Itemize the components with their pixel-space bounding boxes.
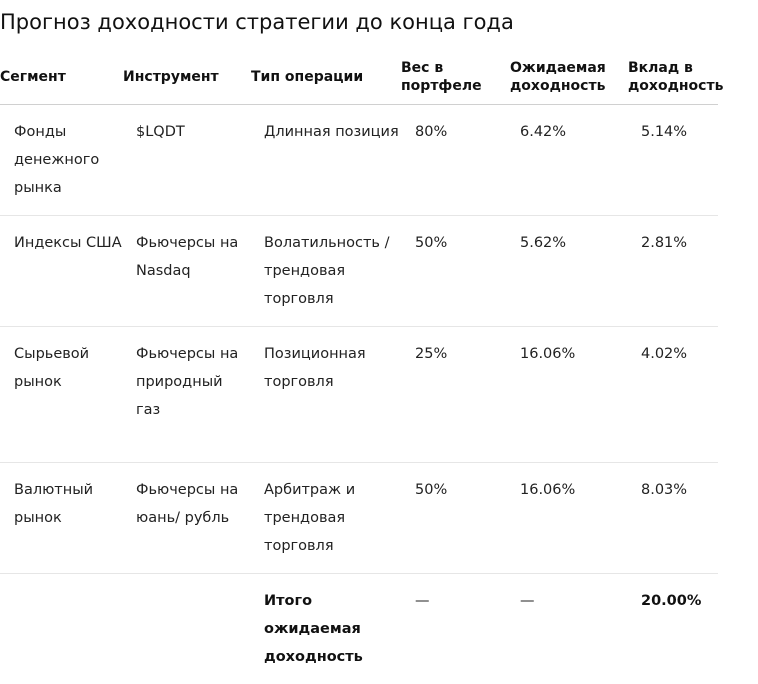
cell-contribution: 8.03% [626, 463, 718, 574]
total-weight: — [400, 574, 505, 684]
cell-weight: 50% [400, 463, 505, 574]
cell-segment: Фонды денежного рынка [0, 105, 122, 216]
total-expected-return: — [505, 574, 626, 684]
table-row [0, 463, 718, 574]
cell-empty [122, 574, 250, 684]
cell-weight: 50% [400, 216, 505, 327]
total-label: Итого ожидаемая доходность [250, 574, 400, 684]
table-row [0, 327, 718, 463]
table-header-row [0, 56, 718, 105]
cell-expected-return: 16.06% [505, 463, 626, 574]
cell-empty [0, 574, 122, 684]
table-row [0, 216, 718, 327]
header-portfolio-weight: Вес в портфеле [400, 56, 505, 105]
forecast-table [0, 56, 718, 684]
cell-operation-type: Позиционная торговля [250, 327, 400, 463]
cell-contribution: 2.81% [626, 216, 718, 327]
cell-expected-return: 6.42% [505, 105, 626, 216]
cell-operation-type: Волатильность / трендовая торговля [250, 216, 400, 327]
table-row [0, 105, 718, 216]
header-instrument: Инструмент [122, 56, 250, 105]
total-contribution: 20.00% [626, 574, 718, 684]
header-expected-return: Ожидаемая доходность [505, 56, 626, 105]
cell-contribution: 5.14% [626, 105, 718, 216]
cell-instrument: Фьючерсы на природный газ [122, 327, 250, 463]
cell-weight: 80% [400, 105, 505, 216]
cell-segment: Индексы США [0, 216, 122, 327]
cell-instrument: Фьючерсы на юань/ рубль [122, 463, 250, 574]
cell-segment: Сырьевой рынок [0, 327, 122, 463]
header-return-contribution: Вклад в доходность [626, 56, 718, 105]
page-title: Прогноз доходности стратегии до конца года [0, 10, 514, 34]
header-operation-type: Тип операции [250, 56, 400, 105]
cell-weight: 25% [400, 327, 505, 463]
cell-expected-return: 5.62% [505, 216, 626, 327]
total-row [0, 574, 718, 684]
header-segment: Сегмент [0, 56, 122, 105]
cell-expected-return: 16.06% [505, 327, 626, 463]
cell-operation-type: Арбитраж и трендовая торговля [250, 463, 400, 574]
cell-instrument: $LQDT [122, 105, 250, 216]
cell-segment: Валютный рынок [0, 463, 122, 574]
cell-contribution: 4.02% [626, 327, 718, 463]
cell-instrument: Фьючерсы на Nasdaq [122, 216, 250, 327]
cell-operation-type: Длинная позиция [250, 105, 400, 216]
